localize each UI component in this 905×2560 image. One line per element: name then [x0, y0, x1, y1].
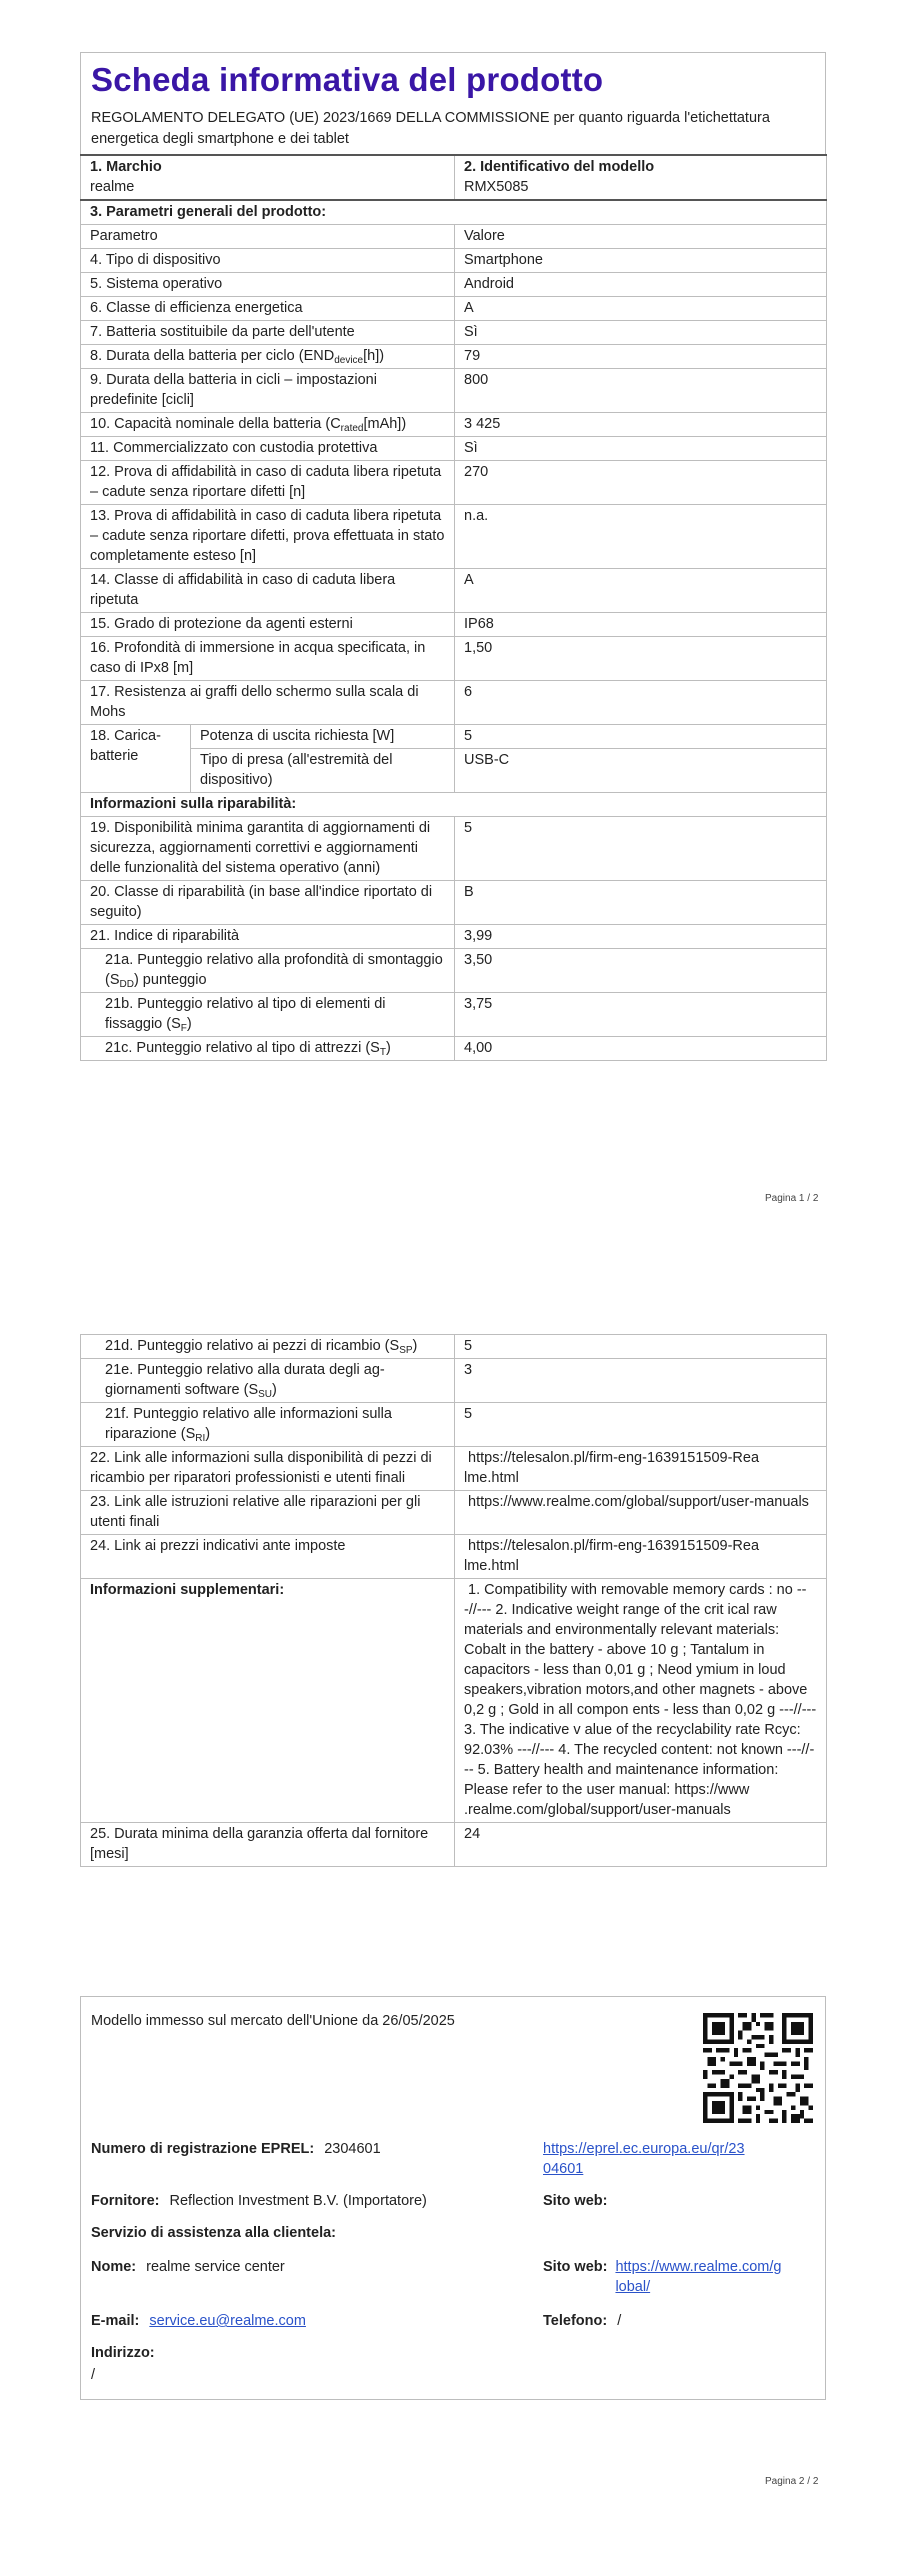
eprel-link[interactable]: https://eprel.ec.europa.eu/qr/23 04601	[543, 2141, 745, 2177]
product-info-table	[80, 154, 827, 1061]
service-name-value: realme service center	[146, 2259, 285, 2275]
param-header: Parametro	[81, 225, 455, 249]
phone-value: /	[617, 2313, 622, 2329]
title-block	[80, 52, 826, 154]
spare-parts-link[interactable]: https://telesalon.pl/firm-eng-1639151509-Rea lme.html	[455, 1447, 827, 1491]
service-website-row	[543, 2257, 781, 2297]
charger-label: 18. Caricabatterie	[81, 725, 191, 793]
supplementary-value: 1. Compatibility with removable memory cards : no ---//--- 2. Indicative weight range of the crit ical raw materials and environmentally relevant materials: Cobalt in the battery - above 10 g ; Tantalum in capacitors - less than 0,01 g ; Neod ymium in loud speakers,vibration motors,and other magnets - above 0,2 g ; Gold in all compon ents - less than 0,02 g ---//--- 3. The indicative v alue of the recyclability rate Rcyc: 92.03% ---//--- 4. The recycled content: not known ---//--- 5. Battery health and maintenance information: Please refer to the user manual: https://www .realme.com/global/support/user-manuals	[455, 1579, 827, 1823]
phone-label: Telefono:	[543, 2313, 608, 2329]
repair-info-table	[80, 1334, 827, 1867]
model-value: RMX5085	[464, 179, 529, 196]
prices-link[interactable]: https://telesalon.pl/firm-eng-1639151509-Rea lme.html	[455, 1535, 827, 1579]
customer-service-heading: Servizio di assistenza alla clientela:	[91, 2225, 336, 2241]
page-1	[80, 52, 826, 1061]
model-label: 2. Identificativo del modello	[464, 159, 655, 176]
table-row: 21b. Punteggio relativo al tipo di elementi di fissaggio $(S_F)$ 3,75	[81, 993, 827, 1037]
phone-row	[543, 2311, 621, 2331]
eprel-label: Numero di registrazione EPREL:	[91, 2141, 315, 2157]
address-value: /	[91, 2367, 96, 2383]
table-row: 17. Resistenza ai graffi dello schermo sulla scala di Mohs 6	[81, 681, 827, 725]
table-row: 21c. Punteggio relativo al tipo di attrezzi $(S_T)$ 4,00	[81, 1037, 827, 1061]
page-title: Scheda informativa del prodotto	[91, 61, 604, 98]
general-section-heading: 3. Parametri generali del prodotto:	[81, 200, 827, 225]
table-row: 25. Durata minima della garanzia offerta dal fornitore [mesi] 24	[81, 1823, 827, 1867]
table-header-row	[81, 225, 827, 249]
table-row: 20. Classe di riparabilità (in base all'indice riportato di seguito) B	[81, 881, 827, 925]
supplier-info-box	[80, 1996, 826, 2400]
table-row: 21e. Punteggio relativo alla durata degli aggiornamenti software $(S_{SU})$ 3	[81, 1359, 827, 1403]
repair-section-heading: Informazioni sulla riparabilità:	[81, 793, 827, 817]
table-row: 16. Profondità di immersione in acqua specificata, in caso di IPx8 [m] 1,50	[81, 637, 827, 681]
charger-row	[81, 749, 827, 793]
table-row: 10. Capacità nominale della batteria $(C_{rated}[mAh])$ 3 425	[81, 413, 827, 437]
table-row: 8. Durata della batteria per ciclo $(END_{device}[h])$ 79	[81, 345, 827, 369]
supplier-label: Fornitore:	[91, 2193, 160, 2209]
table-row: 24. Link ai prezzi indicativi ante imposte https://telesalon.pl/firm-eng-1639151509-Rea lme.html	[81, 1535, 827, 1579]
table-row: 11. Commercializzato con custodia protettiva Sì	[81, 437, 827, 461]
table-row: 4. Tipo di dispositivo Smartphone	[81, 249, 827, 273]
repair-instructions-link[interactable]: https://www.realme.com/global/support/user-manuals	[455, 1491, 827, 1535]
brand-label: 1. Marchio	[90, 159, 162, 176]
charger-row	[81, 725, 827, 749]
email-label: E-mail:	[91, 2313, 140, 2329]
table-row: 5. Sistema operativo Android	[81, 273, 827, 297]
charger-plug-value: USB-C	[455, 749, 827, 793]
market-date-text: Modello immesso sul mercato dell'Unione da 26/05/2025	[91, 2013, 455, 2029]
table-row: 22. Link alle informazioni sulla disponibilità di pezzi di ricambio per riparatori professionisti e utenti finali https://telesalon.pl/firm-eng-1639151509-Rea lme.html	[81, 1447, 827, 1491]
email-link[interactable]: service.eu@realme.com	[149, 2313, 306, 2329]
service-website-link[interactable]: https://www.realme.com/g lobal/	[615, 2259, 782, 2295]
table-row: 21. Indice di riparabilità 3,99	[81, 925, 827, 949]
table-row: 14. Classe di affidabilità in caso di caduta libera ripetuta A	[81, 569, 827, 613]
charger-power-label: Potenza di uscita richiesta [W]	[191, 725, 455, 749]
qr-code[interactable]	[703, 2013, 813, 2123]
service-name-row	[91, 2257, 285, 2277]
supplier-website-label: Sito web:	[543, 2193, 608, 2209]
table-row: 21f. Punteggio relativo alle informazioni sulla riparazione $(S_{RI})$ 5	[81, 1403, 827, 1447]
eprel-number: 2304601	[324, 2141, 381, 2157]
supplier-value: Reflection Investment B.V. (Importatore)	[169, 2193, 427, 2209]
table-row: 21d. Punteggio relativo ai pezzi di ricambio $(S_{SP})$ 5	[81, 1335, 827, 1359]
service-website-label: Sito web:	[543, 2259, 608, 2275]
page-number: Pagina 2 / 2	[765, 2476, 819, 2487]
table-row	[81, 1579, 827, 1823]
service-name-label: Nome:	[91, 2259, 137, 2275]
table-row: 9. Durata della batteria in cicli – impostazioni predefinite [cicli] 800	[81, 369, 827, 413]
eprel-row	[91, 2139, 381, 2159]
table-row: 19. Disponibilità minima garantita di aggiornamenti di sicurezza, aggiornamenti correttivi e aggiornamenti delle funzionalità del sistema operativo (anni) 5	[81, 817, 827, 881]
value-header: Valore	[455, 225, 827, 249]
charger-power-value: 5	[455, 725, 827, 749]
table-row: 21a. Punteggio relativo alla profondità di smontaggio $(S_{DD})$ punteggio 3,50	[81, 949, 827, 993]
table-row: 6. Classe di efficienza energetica A	[81, 297, 827, 321]
brand-value: realme	[90, 179, 135, 196]
table-row: 13. Prova di affidabilità in caso di caduta libera ripetuta – cadute senza riportare difetti, prova effettuata in stato completamente esteso [n] n.a.	[81, 505, 827, 569]
supplementary-label: Informazioni supplementari:	[81, 1579, 455, 1823]
table-row: 15. Grado di protezione da agenti esterni IP68	[81, 613, 827, 637]
brand-model-row	[81, 155, 827, 200]
page-2	[80, 1334, 826, 1867]
address-label: Indirizzo:	[91, 2345, 155, 2361]
supplier-row	[91, 2191, 427, 2211]
table-row: 23. Link alle istruzioni relative alle riparazioni per gli utenti finali https://www.realme.com/global/support/user-manuals	[81, 1491, 827, 1535]
table-row: 7. Batteria sostituibile da parte dell'utente Sì	[81, 321, 827, 345]
page-number: Pagina 1 / 2	[765, 1193, 819, 1204]
charger-plug-label: Tipo di presa (all'estremità del dispositivo)	[191, 749, 455, 793]
email-row	[91, 2311, 306, 2331]
table-row: 12. Prova di affidabilità in caso di caduta libera ripetuta – cadute senza riportare difetti [n] 270	[81, 461, 827, 505]
regulation-subtitle: REGOLAMENTO DELEGATO (UE) 2023/1669 DELLA COMMISSIONE per quanto riguarda l'etichettatura energetica degli smartphone e dei tablet	[91, 110, 770, 148]
